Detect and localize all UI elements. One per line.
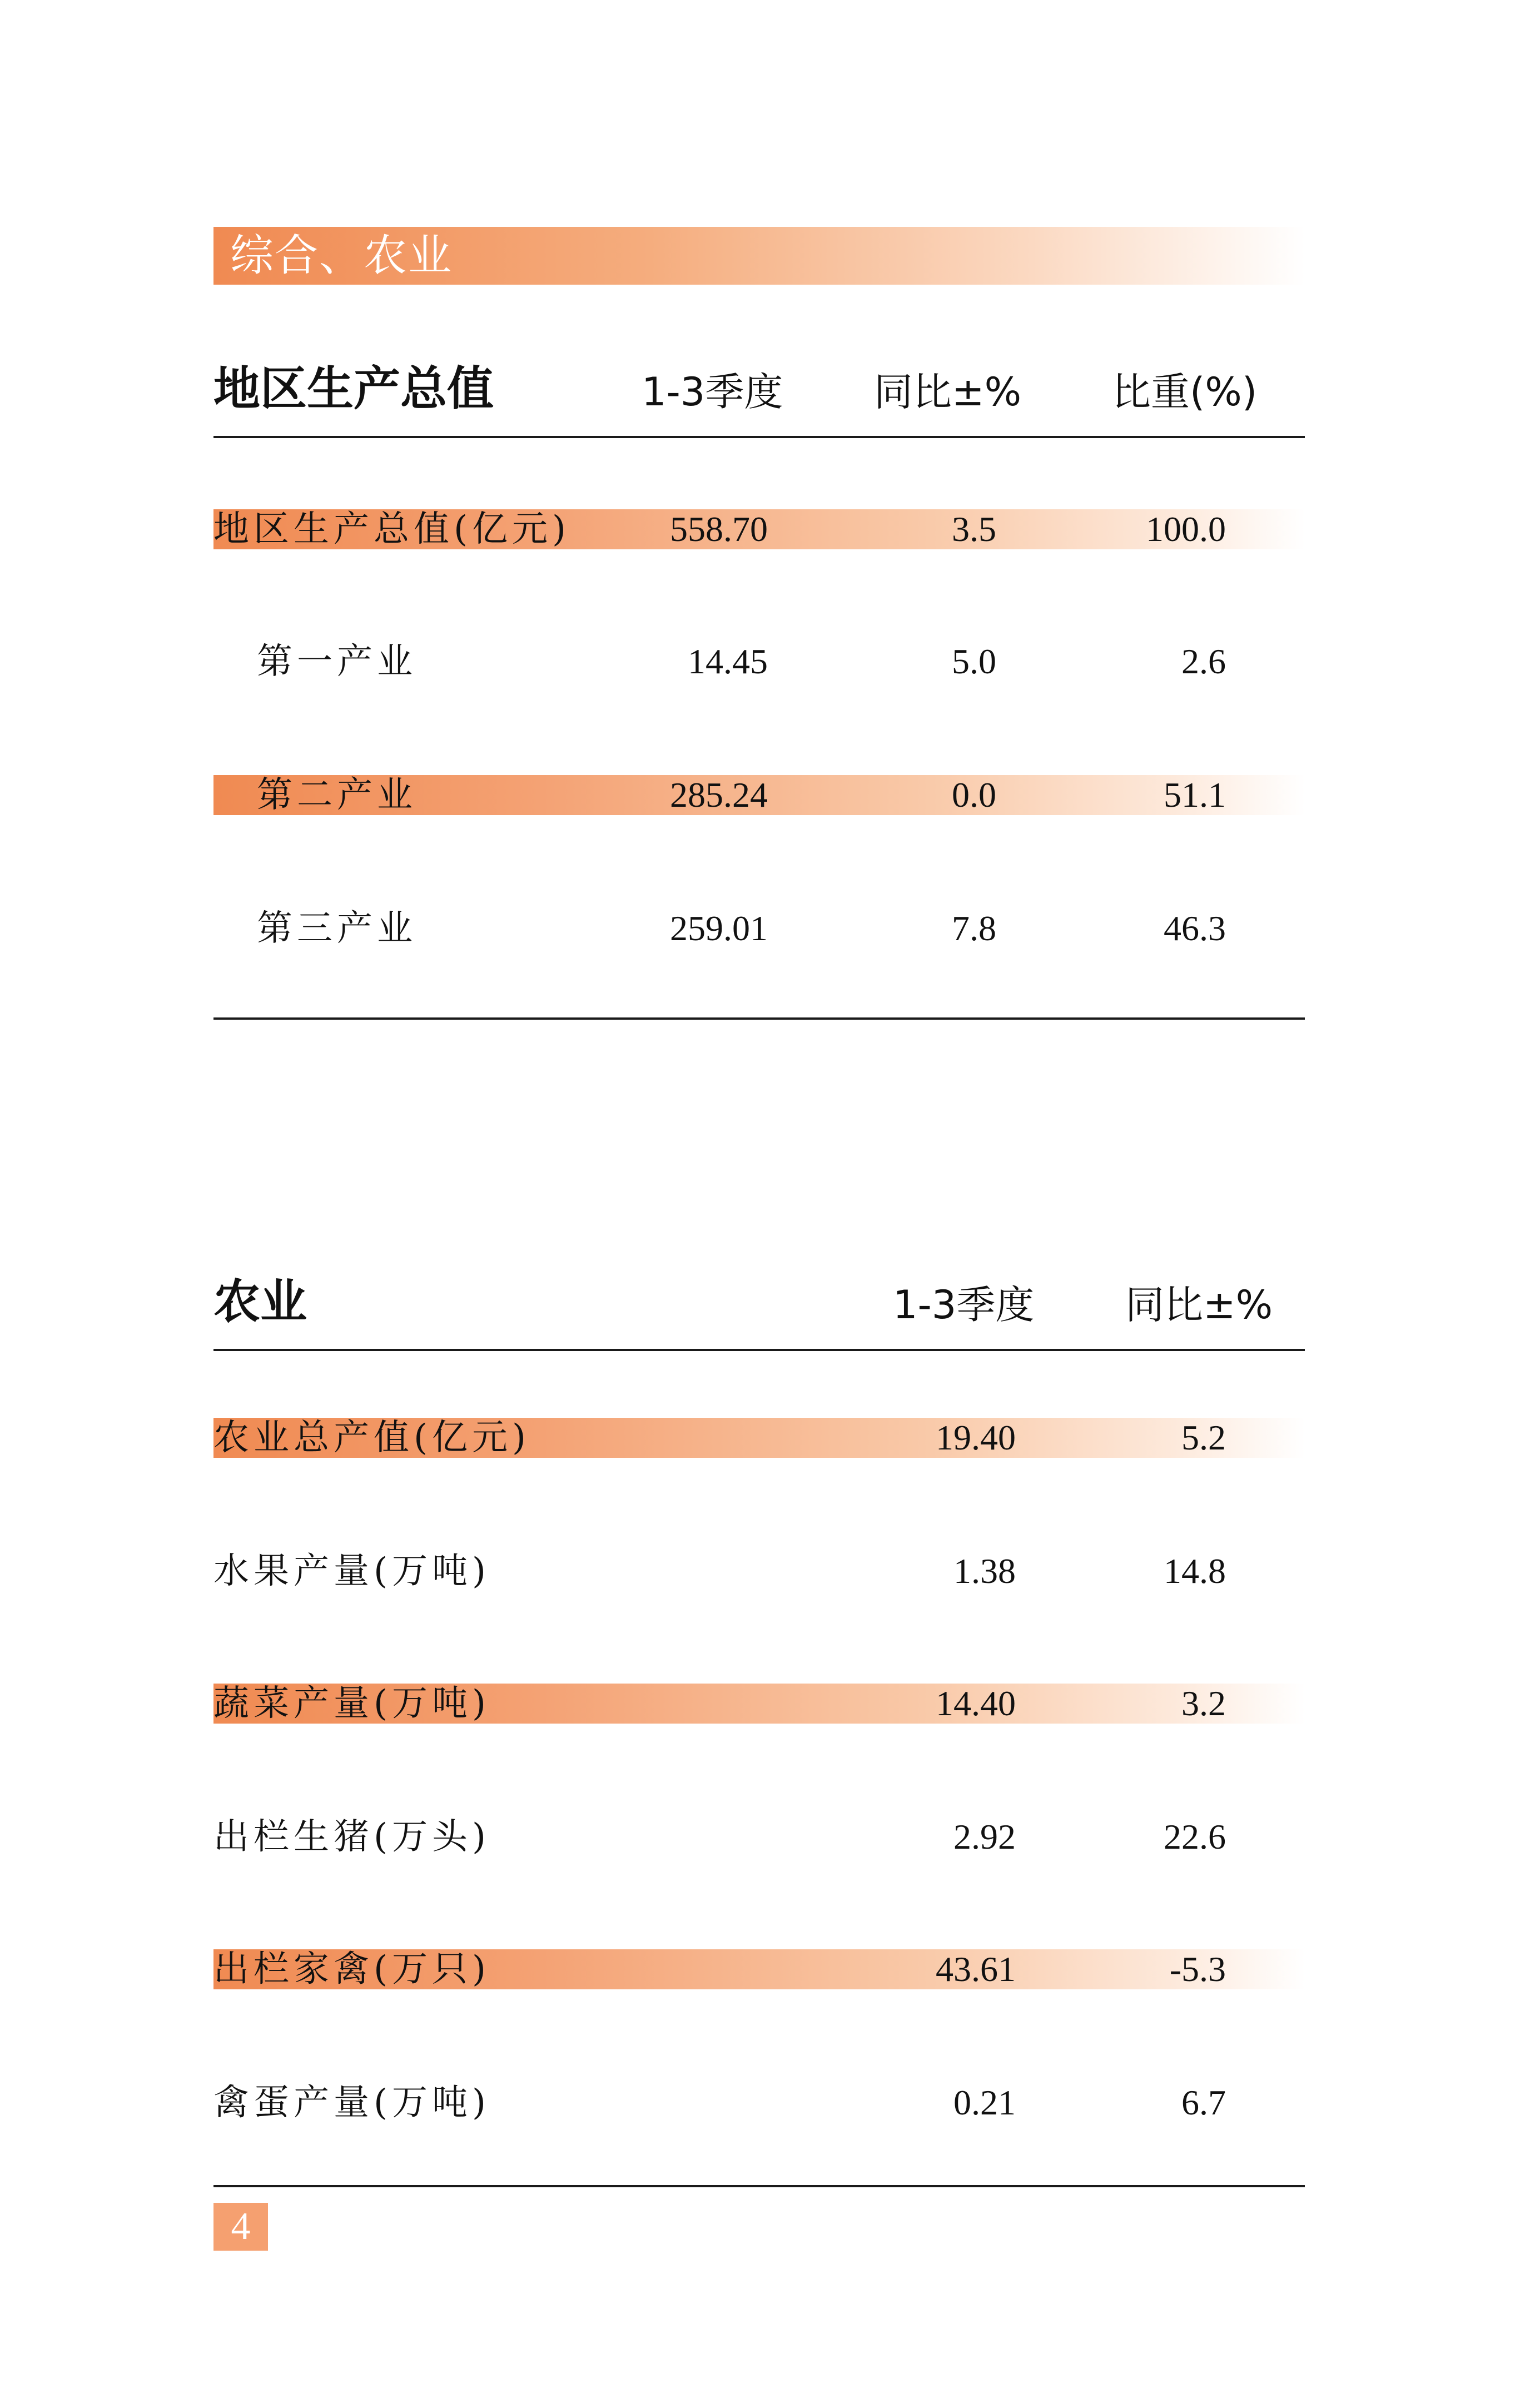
- row-value: 2.92: [953, 1817, 1016, 1856]
- gdp-header-period: 1-3季度: [642, 369, 783, 415]
- section-banner: [213, 227, 1305, 285]
- row-label: 禽蛋产量(万吨): [213, 2082, 490, 2123]
- row-value: 285.24: [670, 775, 768, 815]
- agri-header-period: 1-3季度: [893, 1282, 1035, 1328]
- row-label: 蔬菜产量(万吨): [213, 1683, 490, 1724]
- row-label: 第一产业: [257, 641, 417, 682]
- table-row: [213, 908, 1305, 949]
- section-title: 综合、农业: [230, 231, 453, 281]
- row-yoy: 14.8: [1164, 1551, 1226, 1591]
- row-yoy: 0.0: [952, 775, 996, 815]
- table-row: [213, 509, 1305, 549]
- row-value: 259.01: [670, 908, 768, 948]
- row-yoy: 5.0: [952, 642, 996, 681]
- row-share: 46.3: [1164, 908, 1226, 948]
- row-yoy: 5.2: [1181, 1418, 1226, 1457]
- row-label: 第三产业: [257, 908, 417, 949]
- row-value: 14.40: [936, 1684, 1016, 1723]
- row-yoy: 6.7: [1181, 2083, 1226, 2122]
- gdp-header-yoy: 同比±%: [874, 369, 1022, 415]
- table-row: [213, 775, 1305, 815]
- row-value: 1.38: [953, 1551, 1016, 1591]
- table-row: [213, 1551, 1305, 1591]
- agri-header-yoy: 同比±%: [1125, 1282, 1273, 1328]
- row-label: 农业总产值(亿元): [213, 1417, 530, 1458]
- agri-header-title: 农业: [213, 1274, 307, 1329]
- row-label: 第二产业: [257, 774, 417, 816]
- row-yoy: 3.5: [952, 509, 996, 549]
- row-label: 水果产量(万吨): [213, 1551, 490, 1592]
- row-share: 51.1: [1164, 775, 1226, 815]
- row-yoy: 3.2: [1181, 1684, 1226, 1723]
- table-row: [213, 1949, 1305, 1989]
- gdp-bottom-rule: [213, 1017, 1305, 1020]
- row-value: 19.40: [936, 1418, 1016, 1457]
- gdp-header-title: 地区生产总值: [213, 361, 494, 416]
- row-value: 0.21: [953, 2083, 1016, 2122]
- row-label: 出栏家禽(万只): [213, 1949, 490, 1990]
- row-yoy: -5.3: [1169, 1949, 1226, 1989]
- gdp-header-share: 比重(%): [1112, 369, 1258, 415]
- row-value: 43.61: [936, 1949, 1016, 1989]
- agri-table-header: [213, 1269, 1305, 1335]
- row-label: 出栏生猪(万头): [213, 1816, 490, 1858]
- table-row: [213, 1817, 1305, 1857]
- gdp-table-header: [213, 356, 1305, 423]
- row-yoy: 7.8: [952, 908, 996, 948]
- table-row: [213, 1418, 1305, 1458]
- table-row: [213, 1684, 1305, 1724]
- table-row: [213, 642, 1305, 682]
- row-share: 100.0: [1146, 509, 1226, 549]
- table-row: [213, 2083, 1305, 2123]
- row-yoy: 22.6: [1164, 1817, 1226, 1856]
- row-share: 2.6: [1181, 642, 1226, 681]
- agri-bottom-rule: [213, 2185, 1305, 2187]
- row-value: 14.45: [688, 642, 768, 681]
- page-number: 4: [213, 2203, 268, 2251]
- row-label: 地区生产总值(亿元): [213, 509, 570, 550]
- agri-header-rule: [213, 1349, 1305, 1351]
- row-value: 558.70: [670, 509, 768, 549]
- gdp-header-rule: [213, 436, 1305, 438]
